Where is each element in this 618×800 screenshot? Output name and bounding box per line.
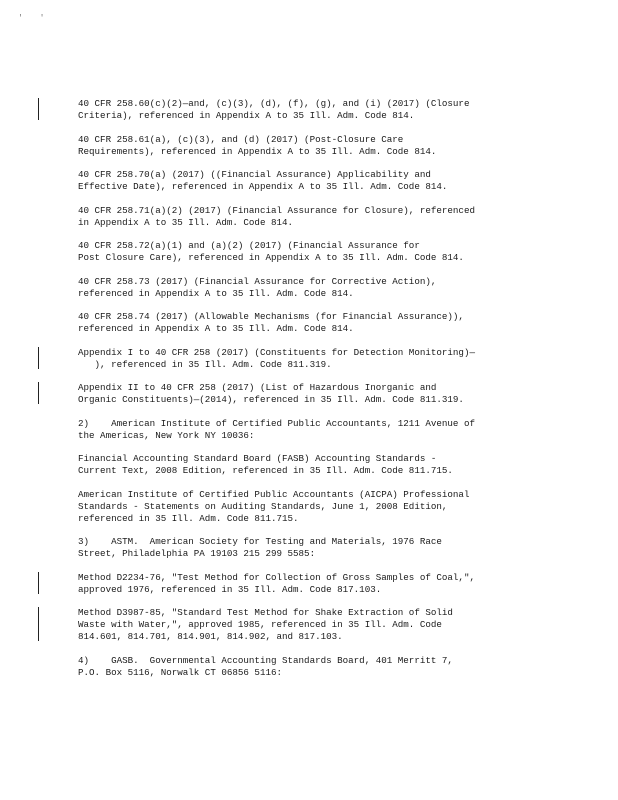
paragraph-line: Requirements), referenced in Appendix A to 35 Ill. Adm. Code 814. [78,145,437,157]
citation-paragraph [78,453,548,477]
paragraph-line: 40 CFR 258.74 (2017) (Allowable Mechanisms (for Financial Assurance)), [78,311,464,322]
paragraph-line: 40 CFR 258.61(a), (c)(3), and (d) (2017) (Post-Closure Care [78,133,404,145]
paragraph-line: Current Text, 2008 Edition, referenced in 35 Ill. Adm. Code 811.715. [78,465,453,476]
paragraph-line: Financial Accounting Standard Board (FASB) Accounting Standards - [78,453,437,464]
citation-paragraph [78,98,548,122]
paragraph-line: Standards - Statements on Auditing Standards, June 1, 2008 Edition, [78,500,448,512]
paragraph-line: Effective Date), referenced in Appendix A to 35 Ill. Adm. Code 814. [78,181,448,192]
revision-bar [38,98,39,120]
revision-bar [38,607,39,641]
paragraph-line: Street, Philadelphia PA 19103 215 299 5585: [78,548,316,559]
paragraph-line: 814.601, 814.701, 814.901, 814.902, and 817.103. [78,631,343,642]
citation-paragraph [78,347,548,371]
citation-paragraph [78,134,548,158]
paragraph-line: approved 1976, referenced in 35 Ill. Adm. Code 817.103. [78,583,382,595]
paragraph-line: 40 CFR 258.72(a)(1) and (a)(2) (2017) (Financial Assurance for [78,240,420,251]
citation-paragraph [78,607,548,643]
paragraph-line: referenced in 35 Ill. Adm. Code 811.715. [78,512,299,524]
paragraph-line: American Institute of Certified Public Accountants (AICPA) Professional [78,488,470,500]
revision-bar [38,382,39,404]
scan-specks: ' ' [18,14,51,23]
paragraph-line: 40 CFR 258.73 (2017) (Financial Assurance for Corrective Action), [78,275,437,287]
paragraph-line: Method D3987-85, "Standard Test Method for Shake Extraction of Solid [78,607,453,618]
paragraph-line: the Americas, New York NY 10036: [78,429,255,441]
document-body [78,98,548,690]
paragraph-line: 40 CFR 258.60(c)(2)—and, (c)(3), (d), (f), (g), and (i) (2017) (Closure [78,98,470,109]
citation-paragraph [78,489,548,525]
paragraph-line: P.O. Box 5116, Norwalk CT 06856 5116: [78,666,282,678]
paragraph-line: Post Closure Care), referenced in Appendix A to 35 Ill. Adm. Code 814. [78,252,464,263]
citation-paragraph [78,536,548,560]
revision-bar [38,347,39,369]
citation-paragraph [78,382,548,406]
paragraph-line: Appendix II to 40 CFR 258 (2017) (List of Hazardous Inorganic and [78,382,437,393]
paragraph-line: Appendix I to 40 CFR 258 (2017) (Constituents for Detection Monitoring)— [78,346,475,358]
paragraph-line: 2) American Institute of Certified Public Accountants, 1211 Avenue of [78,417,475,429]
citation-paragraph [78,655,548,679]
paragraph-line: referenced in Appendix A to 35 Ill. Adm. Code 814. [78,323,354,334]
citation-paragraph [78,311,548,335]
paragraph-line: in Appendix A to 35 Ill. Adm. Code 814. [78,216,294,228]
paragraph-line: ), referenced in 35 Ill. Adm. Code 811.319. [78,358,332,370]
paragraph-line: Criteria), referenced in Appendix A to 35 Ill. Adm. Code 814. [78,110,415,121]
citation-paragraph [78,572,548,596]
citation-paragraph [78,240,548,264]
paragraph-line: referenced in Appendix A to 35 Ill. Adm. Code 814. [78,287,354,299]
paragraph-line: Organic Constituents)—(2014), referenced in 35 Ill. Adm. Code 811.319. [78,394,464,405]
citation-paragraph [78,276,548,300]
citation-paragraph [78,205,548,229]
paragraph-line: Waste with Water,", approved 1985, referenced in 35 Ill. Adm. Code [78,619,442,630]
paragraph-line: 3) ASTM. American Society for Testing and Materials, 1976 Race [78,536,442,547]
citation-paragraph [78,169,548,193]
revision-bar [38,572,39,594]
paragraph-line: 4) GASB. Governmental Accounting Standards Board, 401 Merritt 7, [78,654,453,666]
paragraph-line: Method D2234-76, "Test Method for Collection of Gross Samples of Coal,", [78,571,475,583]
paragraph-line: 40 CFR 258.70(a) (2017) ((Financial Assurance) Applicability and [78,169,431,180]
citation-paragraph [78,418,548,442]
paragraph-line: 40 CFR 258.71(a)(2) (2017) (Financial Assurance for Closure), referenced [78,204,475,216]
